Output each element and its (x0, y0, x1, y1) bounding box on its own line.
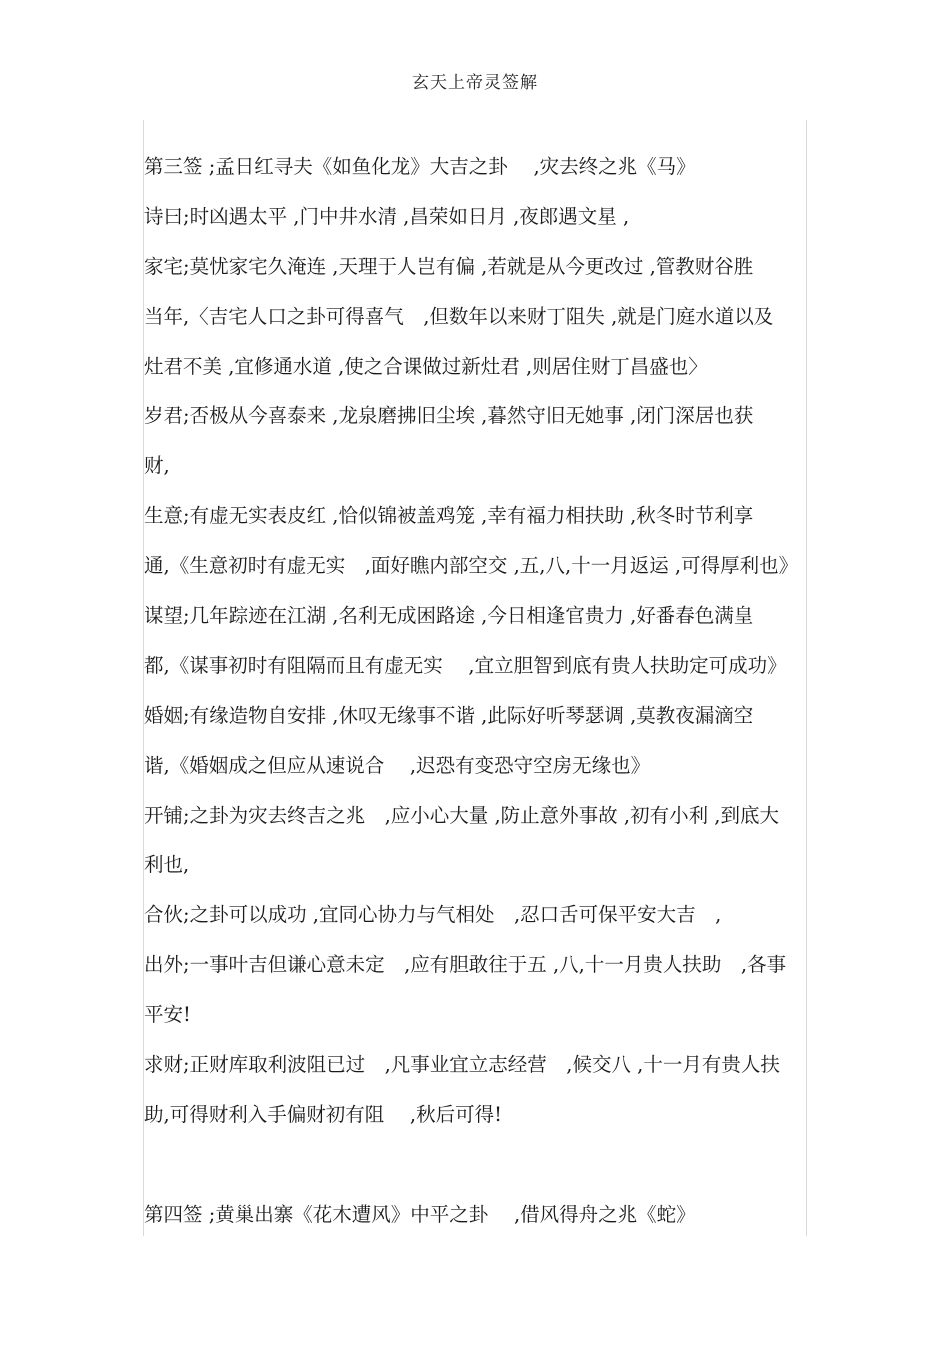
sign-3-heading: 第三签 ;孟日红寻夫《如鱼化龙》大吉之卦 ,灾去终之兆《马》 (144, 155, 696, 178)
text-line: 岁君;否极从今喜泰来 ,龙泉磨拂旧尘埃 ,暮然守旧无她事 ,闭门深居也获 (144, 404, 754, 428)
sign-4-heading: 第四签 ;黄巢出寨《花木遭风》中平之卦 ,借风得舟之兆《蛇》 (144, 1202, 696, 1226)
text-line: 家宅;莫忧家宅久淹连 ,天理于人岂有偏 ,若就是从今更改过 ,管教财谷胜 (144, 254, 754, 278)
text-line: 合伙;之卦可以成功 ,宜同心协力与气相处 ,忍口舌可保平安大吉 , (144, 903, 722, 927)
poem-line: 诗曰;时凶遇太平 ,门中井水清 ,昌荣如日月 ,夜郎遇文星 , (144, 204, 630, 228)
text-line: 谋望;几年踪迹在江湖 ,名利无成困路途 ,今日相逢官贵力 ,好番春色满皇 (144, 604, 754, 628)
page-title: 玄天上帝灵签解 (412, 73, 538, 93)
text-line: 平安! (144, 1003, 191, 1027)
text-line: 开铺;之卦为灾去终吉之兆 ,应小心大量 ,防止意外事故 ,初有小利 ,到底大 (144, 803, 779, 827)
document-body (144, 142, 806, 1240)
text-line: 通,《生意初时有虚无实 ,面好瞧内部空交 ,五,八,十一月返运 ,可得厚利也》 (144, 554, 799, 578)
text-line: 财, (144, 454, 170, 478)
text-line: 婚姻;有缘造物自安排 ,休叹无缘事不谐 ,此际好听琴瑟调 ,莫教夜漏滴空 (144, 703, 754, 727)
text-line: 灶君不美 ,宜修通水道 ,使之合课做过新灶君 ,则居住财丁昌盛也〉 (144, 354, 708, 378)
text-line: 求财;正财库取利波阻已过 ,凡事业宜立志经营 ,候交八 ,十一月有贵人扶 (144, 1053, 780, 1077)
text-line: 生意;有虚无实表皮红 ,恰似锦被盖鸡笼 ,幸有福力相扶助 ,秋冬时节利享 (144, 504, 754, 528)
right-border-line (806, 120, 807, 1236)
text-line: 谐,《婚姻成之但应从速说合 ,迟恐有变恐守空房无缘也》 (144, 753, 651, 777)
blank-line (144, 1140, 806, 1190)
text-line: 当年,〈吉宅人口之卦可得喜气 ,但数年以来财丁阻失 ,就是门庭水道以及 (144, 304, 774, 328)
text-line: 都,《谋事初时有阻隔而且有虚无实 ,宜立胆智到底有贵人扶助定可成功》 (144, 653, 787, 677)
text-line: 利也, (144, 853, 190, 877)
text-line: 出外;一事叶吉但谦心意未定 ,应有胆敢往于五 ,八,十一月贵人扶助 ,各事 (144, 953, 787, 977)
text-line: 助,可得财利入手偏财初有阻 ,秋后可得! (144, 1102, 502, 1126)
